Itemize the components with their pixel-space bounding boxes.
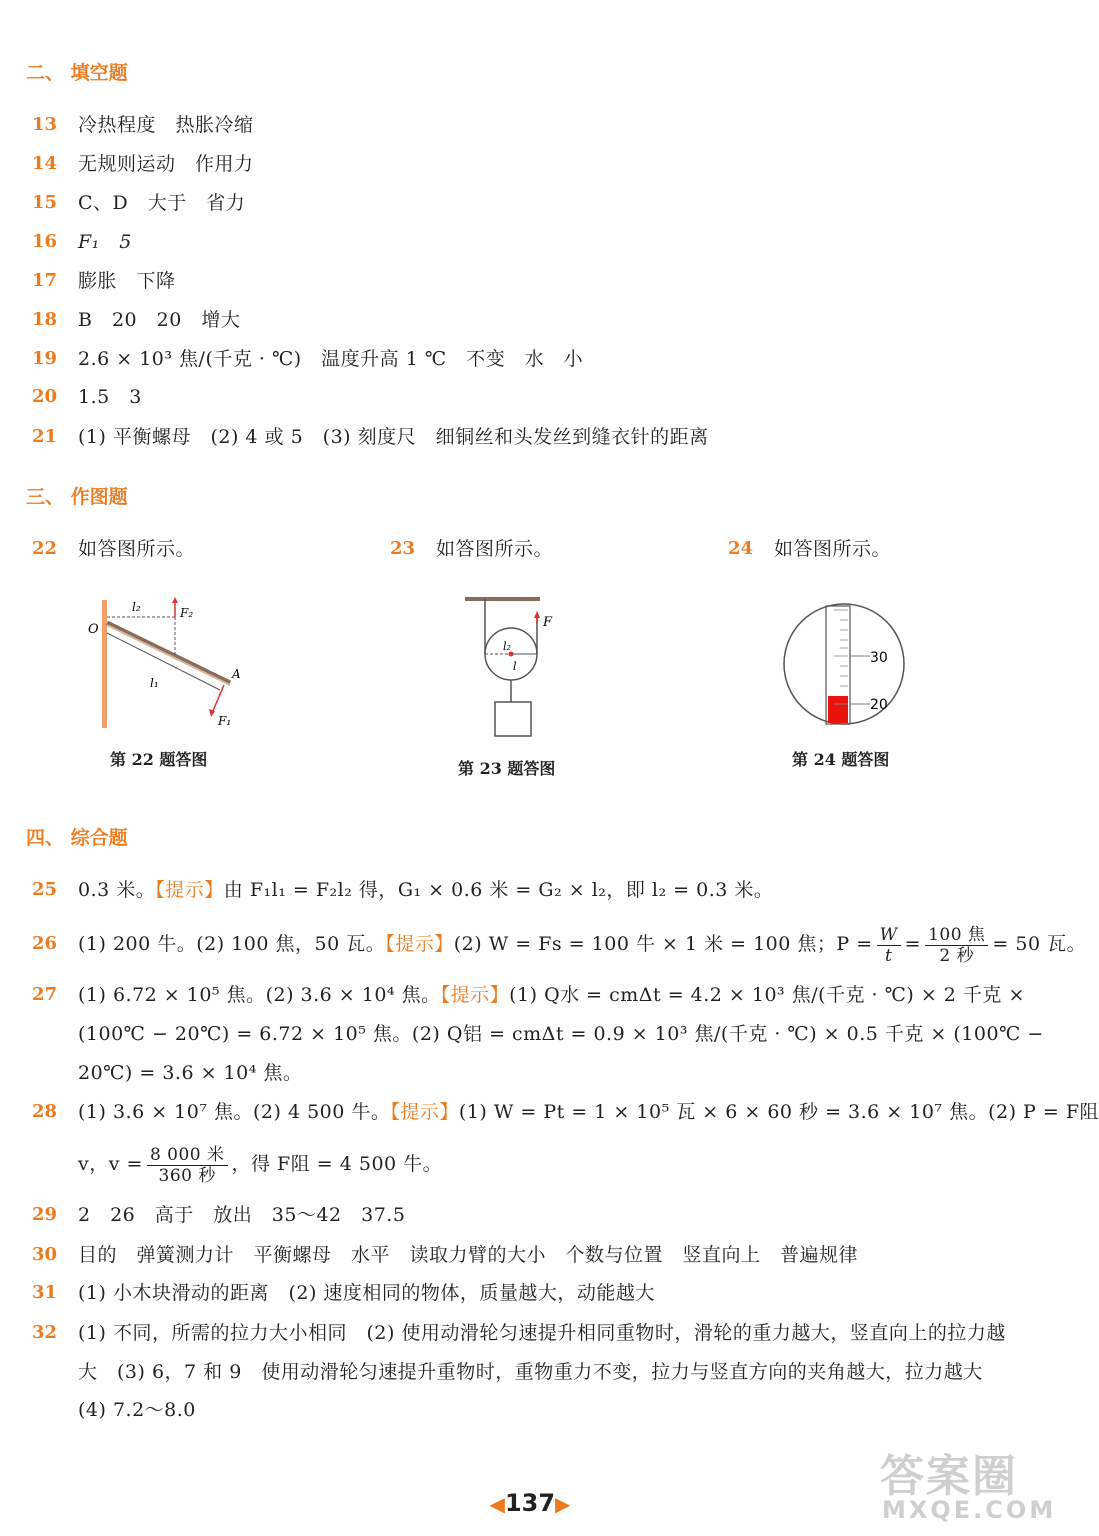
answer-line [0, 1058, 1058, 1088]
figure-22-lever [80, 595, 260, 735]
hint-text: (1) Q水 = cmΔt = 4.2 × 10³ 焦/(千克 · ℃) × 2 千克 × [509, 984, 1025, 1006]
answer-text: 冷热程度 热胀冷缩 [78, 114, 254, 136]
hint-text: v，v = [78, 1153, 143, 1175]
answer-line [0, 1019, 1058, 1049]
lever-arm-shadow [107, 625, 230, 685]
question-number: 19 [32, 348, 58, 369]
question-number: 15 [32, 192, 58, 213]
answer-line [696, 534, 1036, 564]
answer-line [0, 1240, 1058, 1270]
question-number: 26 [32, 933, 58, 954]
answer-line [0, 266, 1058, 296]
question-number: 17 [32, 270, 58, 291]
label-l2: l₂ [503, 640, 511, 653]
answer-text: F₁ 5 [78, 231, 132, 253]
hint-text: (2) W = Fs = 100 牛 × 1 米 = 100 焦；P = [453, 933, 873, 955]
answer-text: (1) 小木块滑动的距离 (2) 速度相同的物体，质量越大，动能越大 [78, 1282, 655, 1304]
answer-main: 0.3 米。 [78, 879, 156, 901]
answer-main: (1) 3.6 × 10⁷ 焦。(2) 4 500 牛。 [78, 1101, 391, 1123]
hint-text: (1) W = Pt = 1 × 10⁵ 瓦 × 6 × 60 秒 = 3.6 × 10⁷ 焦。(2) P = F阻 [458, 1101, 1099, 1123]
question-number: 23 [390, 538, 416, 559]
question-number: 30 [32, 1244, 58, 1265]
label-f: F [543, 615, 553, 630]
hint-result: ，得 F阻 = 4 500 牛。 [231, 1153, 443, 1175]
page-number-text: 137 [504, 1489, 556, 1517]
question-number: 25 [32, 879, 58, 900]
answer-line [0, 1142, 1058, 1186]
hint-label: 【提示】 [440, 984, 510, 1006]
question-number: 18 [32, 309, 58, 330]
figure-caption: 第 24 题答图 [792, 750, 890, 769]
answer-text: 膨胀 下降 [78, 270, 176, 292]
answer-text: 如答图所示。 [436, 538, 554, 560]
question-number: 21 [32, 426, 58, 447]
answer-text [78, 922, 1086, 966]
answer-text [78, 1142, 442, 1186]
question-number: 31 [32, 1282, 58, 1303]
weight-block [495, 702, 531, 736]
fraction-denominator: 2 秒 [939, 945, 975, 966]
figure-23-pulley [455, 592, 575, 742]
watermark-logo: 答案圈 [880, 1451, 1018, 1502]
lever-arm [107, 623, 230, 683]
hint-result: = 50 瓦。 [992, 933, 1087, 955]
answer-text: 目的 弹簧测力计 平衡螺母 水平 读取力臂的大小 个数与位置 竖直向上 普遍规律 [78, 1244, 859, 1266]
answer-text: (4) 7.2～8.0 [78, 1399, 196, 1421]
watermark-url: MXQE.COM [882, 1496, 1057, 1524]
answer-line [0, 188, 1058, 218]
answer-line [0, 1200, 1058, 1230]
wall [102, 600, 107, 728]
answer-line [0, 1357, 1058, 1387]
answer-text [78, 875, 773, 905]
label-f2: F₂ [180, 606, 194, 620]
f-arrowhead [534, 611, 540, 618]
answer-text: 2 26 高于 放出 35～42 37.5 [78, 1204, 406, 1226]
fraction-denominator: 360 秒 [158, 1165, 216, 1186]
answer-line [0, 382, 1058, 412]
figure-24-thermometer [778, 600, 913, 730]
answer-line [0, 227, 1058, 257]
fraction-denominator: t [884, 945, 893, 966]
question-number: 28 [32, 1101, 58, 1122]
hint-label: 【提示】 [385, 933, 454, 955]
fraction-numerator: 100 焦 [925, 925, 988, 946]
answer-text: 如答图所示。 [774, 538, 892, 560]
section-title-comprehensive: 四、 综合题 [26, 827, 128, 849]
tick-label-20: 20 [870, 697, 888, 713]
hint-label: 【提示】 [390, 1101, 459, 1123]
figure-caption: 第 22 题答图 [110, 750, 208, 769]
equals: = [904, 933, 922, 955]
answer-line [0, 110, 1058, 140]
answer-line [0, 534, 360, 564]
answer-line [0, 1278, 1058, 1308]
tick-label-30: 30 [870, 650, 888, 666]
f2-arrowhead [172, 597, 178, 603]
answer-text: 如答图所示。 [78, 538, 196, 560]
triangle-left-icon: ◀ [489, 1492, 505, 1516]
question-number: 16 [32, 231, 58, 252]
answer-line [0, 1395, 1058, 1425]
fraction-numerator: W [877, 925, 901, 946]
fraction [925, 925, 988, 966]
mercury-column [828, 696, 848, 723]
question-number: 20 [32, 386, 58, 407]
question-number: 13 [32, 114, 58, 135]
answer-text [78, 1097, 1099, 1127]
answer-line [0, 305, 1058, 335]
answer-line [358, 534, 698, 564]
section-title-draw: 三、 作图题 [26, 486, 128, 508]
answer-text: C、D 大于 省力 [78, 192, 246, 214]
f1-arrowhead [209, 709, 215, 717]
answer-text [78, 980, 1025, 1010]
answer-line [0, 344, 1058, 374]
answer-line [0, 980, 1058, 1010]
question-number: 29 [32, 1204, 58, 1225]
label-l2: l₂ [132, 600, 141, 614]
fraction-numerator: 8 000 米 [147, 1145, 228, 1166]
label-l: l [513, 660, 517, 673]
question-number: 32 [32, 1322, 58, 1343]
fraction [877, 925, 901, 966]
figure-caption: 第 23 题答图 [458, 759, 556, 778]
answer-line [0, 875, 1058, 905]
answer-text: B 20 20 增大 [78, 309, 241, 331]
fraction [147, 1145, 228, 1186]
l1-line [107, 633, 220, 690]
hint-text: 由 F₁l₁ = F₂l₂ 得，G₁ × 0.6 米 = G₂ × l₂，即 l₂ = 0.3 米。 [223, 879, 774, 901]
question-number: 14 [32, 153, 58, 174]
page-number [484, 1486, 576, 1520]
answer-text: (1) 不同，所需的拉力大小相同 (2) 使用动滑轮匀速提升相同重物时，滑轮的重力越大，竖直向上的拉力越 [78, 1322, 1006, 1344]
label-o: O [88, 622, 99, 637]
answer-text: 1.5 3 [78, 386, 142, 408]
answer-main: (1) 6.72 × 10⁵ 焦。(2) 3.6 × 10⁴ 焦。 [78, 984, 441, 1006]
answer-text: 大 (3) 6，7 和 9 使用动滑轮匀速提升重物时，重物重力不变，拉力与竖直方向的夹角越大，拉力越大 [78, 1361, 983, 1383]
question-number: 27 [32, 984, 58, 1005]
answer-text: (100℃ − 20℃) = 6.72 × 10⁵ 焦。(2) Q铝 = cmΔt = 0.9 × 10³ 焦/(千克 · ℃) × 0.5 千克 × (100℃ − [78, 1023, 1044, 1045]
answer-line [0, 422, 1058, 452]
answer-text: 2.6 × 10³ 焦/(千克 · ℃) 温度升高 1 ℃ 不变 水 小 [78, 348, 584, 370]
section-title-fill: 二、 填空题 [26, 62, 128, 84]
answer-line [0, 149, 1058, 179]
label-a: A [232, 667, 241, 681]
question-number: 24 [728, 538, 754, 559]
answer-text: (1) 平衡螺母 (2) 4 或 5 (3) 刻度尺 细铜丝和头发丝到缝衣针的距离 [78, 426, 709, 448]
label-l1: l₁ [150, 676, 159, 690]
answer-text: 无规则运动 作用力 [78, 153, 254, 175]
triangle-right-icon: ▶ [555, 1492, 571, 1516]
hint-label: 【提示】 [155, 879, 224, 901]
answer-line [0, 1097, 1099, 1127]
question-number: 22 [32, 538, 58, 559]
answer-line [0, 1318, 1058, 1348]
answer-line [0, 922, 1087, 966]
answer-main: (1) 200 牛。(2) 100 焦，50 瓦。 [78, 933, 386, 955]
label-f1: F₁ [218, 714, 232, 728]
answer-text: 20℃) = 3.6 × 10⁴ 焦。 [78, 1062, 303, 1084]
